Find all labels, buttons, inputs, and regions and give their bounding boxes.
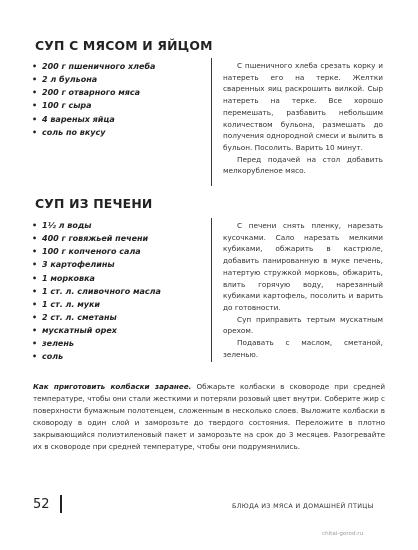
- ingredient-item: • 1 морковка: [32, 272, 197, 285]
- ingredient-item: • зелень: [32, 337, 197, 350]
- step-paragraph: Перед подачей на стол добавить мелкорубленое мясо.: [223, 154, 383, 176]
- ingredient-item: • мускатный орех: [32, 324, 197, 337]
- ingredient-item: • 2 л бульона: [32, 73, 197, 86]
- ingredient-item: • соль: [32, 350, 197, 363]
- step-paragraph: Суп приправить тертым мускатным орехом.: [223, 314, 383, 336]
- ingredient-item: • 100 г копченого сала: [32, 245, 197, 258]
- recipe-steps-2: [223, 220, 383, 360]
- page-number: 52: [33, 497, 50, 512]
- ingredient-list-2: [32, 219, 197, 364]
- ingredient-item: • 4 вареных яйца: [32, 113, 197, 126]
- ingredient-item: • 3 картофелины: [32, 258, 197, 271]
- ingredient-item: • 400 г говяжьей печени: [32, 232, 197, 245]
- running-title: БЛЮДА ИЗ МЯСА И ДОМАШНЕЙ ПТИЦЫ: [232, 502, 374, 510]
- tip-text: Обжарьте колбаски в сковороде при средней температуре, чтобы они стали жесткими и потеряли розовый цвет внутри. Соберите жир с поверхности бумажным полотенцем, сложенным в несколько слоев. Выложите колбаски в сковороду в один слой и заморозьте до твердого состояния. Переложите в плотно закрывающийся полиэтиленовый пакет и заморозьте на срок до 3 месяцев. Разогревайте их в сковороде при средней температуре, чтобы они подрумянились.: [33, 382, 385, 451]
- tip-paragraph: [33, 381, 385, 453]
- recipe-title-2: СУП ИЗ ПЕЧЕНИ: [35, 196, 153, 211]
- ingredient-list-1: [32, 60, 197, 139]
- ingredient-item: • 2 ст. л. сметаны: [32, 311, 197, 324]
- tip-lead: Как приготовить колбаски заранее.: [33, 382, 192, 391]
- ingredient-item: • 1 ст. л. сливочного масла: [32, 285, 197, 298]
- recipe-title-1: СУП С МЯСОМ И ЯЙЦОМ: [35, 38, 213, 53]
- ingredient-item: • 1 ст. л. муки: [32, 298, 197, 311]
- page-number-divider: [60, 495, 62, 513]
- ingredient-item: • 1½ л воды: [32, 219, 197, 232]
- column-divider: [211, 218, 212, 362]
- column-divider: [211, 58, 212, 186]
- ingredient-item: • 200 г отварного мяса: [32, 86, 197, 99]
- step-paragraph: Подавать с маслом, сметаной, зеленью.: [223, 338, 383, 359]
- ingredient-item: • соль по вкусу: [32, 126, 197, 139]
- watermark: chitai-gorod.ru: [322, 531, 364, 537]
- ingredient-item: • 100 г сыра: [32, 99, 197, 112]
- recipe-steps-1: [223, 60, 383, 177]
- step-paragraph: С пшеничного хлеба срезать корку и натереть его на терке. Желтки сваренных яиц раскрошить вилкой. Сыр натереть на терке. Все хорошо перемешать, разбавить небольшим количеством бульона, размешать до получения однородной смеси и вылить в бульон. Посолить. Варить 10 минут.: [223, 61, 383, 152]
- ingredient-item: • 200 г пшеничного хлеба: [32, 60, 197, 73]
- step-paragraph: С печени снять пленку, нарезать кусочками. Сало нарезать мелкими кубиками, обжарить в кастрюле, добавить панированную в муке печень, натертую стружкой морковь, обжарить, влить горячую воду, нарезанный кубиками картофель, посолить и варить до готовности.: [223, 221, 383, 312]
